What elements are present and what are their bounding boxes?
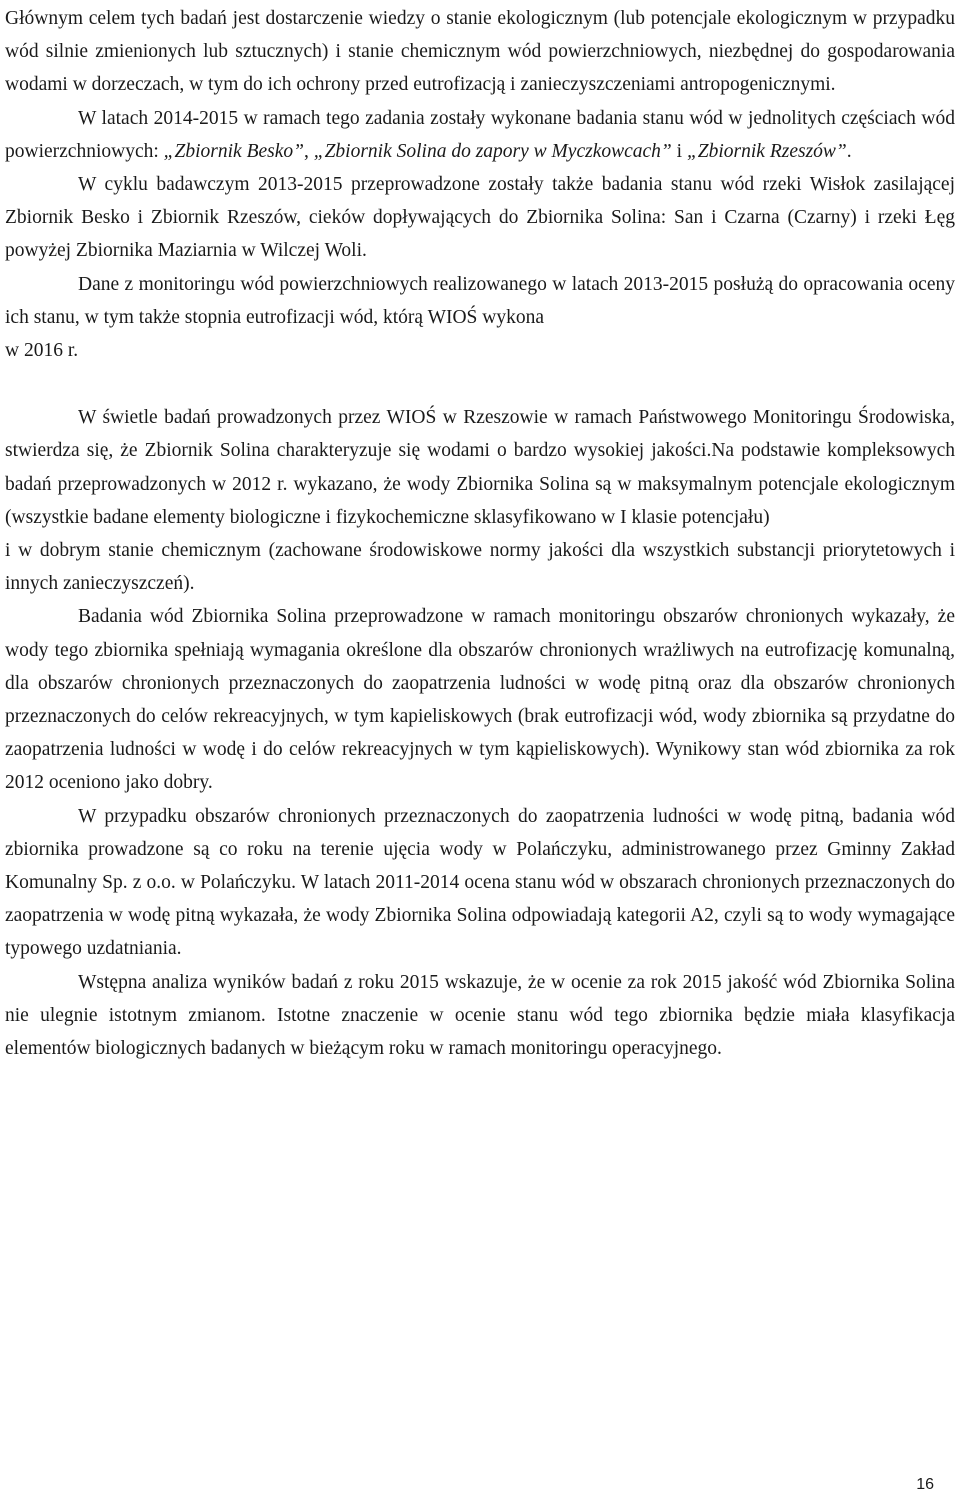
paragraph-studies-2014-2015 <box>5 102 955 168</box>
paragraph-monitoring-data: Dane z monitoringu wód powierzchniowych realizowanego w latach 2013-2015 posłużą do opracowania oceny ich stanu, w tym także stopnia eutrofizacji wód, którą WIOŚ wykona <box>5 273 955 328</box>
paragraph-preliminary-analysis: Wstępna analiza wyników badań z roku 2015 wskazuje, że w ocenie za rok 2015 jakość wód Zbiornika Solina nie ulegnie istotnym zmianom. Istotne znaczenie w ocenie stanu wód tego zbiornika będzie miała klasyfikacja elementów biologicznych badanych w bieżącym roku w ramach monitoringu operacyjnego. <box>5 971 955 1060</box>
p2-end: . <box>846 140 852 162</box>
paragraph-research-cycle: W cyklu badawczym 2013-2015 przeprowadzone zostały także badania stanu wód rzeki Wisłok zasilającej Zbiornik Besko i Zbiornik Rzeszów, cieków dopływających do Zbiornika Solina: San i Czarna (Czarny) i rzeki Łęg powyżej Zbiornika Maziarnia w Wilczej Woli. <box>5 174 955 262</box>
paragraph-monitoring-data-year: w 2016 r. <box>5 340 79 362</box>
p2-text: W latach 2014-2015 w ramach tego zadania zostały wykonane badania stanu wód w jednolitych częściach wód powierzchniowych: <box>5 107 955 162</box>
paragraph-goal: Głównym celem tych badań jest dostarczenie wiedzy o stanie ekologicznym (lub potencjale ekologicznym w przypadku wód silnie zmienionych lub sztucznych) i stanie chemicznym wód powierzchniowych, niezbędnej do gospodarowania wodami w dorzeczach, w tym do ich ochrony przed eutrofizacją i zanieczyszczeniami antropogenicznymi. <box>5 8 955 96</box>
p2-separator: i <box>671 140 687 162</box>
water-body-rzeszow: „Zbiornik Rzeszów” <box>686 140 847 162</box>
p2-separator: , <box>303 140 314 162</box>
paragraph-drinking-water: W przypadku obszarów chronionych przeznaczonych do zaopatrzenia ludności w wodę pitną, badania wód zbiornika prowadzone są co roku na terenie ujęcia wody w Polańczyku, administrowanego przez Gminny Zakład Komunalny Sp. z o.o. w Polańczyku. W latach 2011-2014 ocena stanu wód w obszarach chronionych przeznaczonych do zaopatrzenia w wodę pitną wykazała, że wody Zbiornika Solina odpowiadają kategorii A2, czyli są to wody wymagające typowego uzdatniania. <box>5 805 955 960</box>
water-body-solina: „Zbiornik Solina do zapory w Myczkowcach” <box>313 140 672 162</box>
paragraph-solina-quality: W świetle badań prowadzonych przez WIOŚ w Rzeszowie w ramach Państwowego Monitoringu Środowiska, stwierdza się, że Zbiornik Solina charakteryzuje się wodami o bardzo wysokiej jakości.Na podstawie kompleksowych badań przeprowadzonych w 2012 r. wykazano, że wody Zbiornika Solina są w maksymalnym potencjale ekologicznym (wszystkie badane elementy biologiczne i fizykochemiczne sklasyfikowano w I klasie potencjału) <box>5 407 955 528</box>
page-number: 16 <box>916 1476 934 1493</box>
paragraph-protected-areas: Badania wód Zbiornika Solina przeprowadzone w ramach monitoringu obszarów chronionych wykazały, że wody tego zbiornika spełniają wymagania określone dla obszarów chronionych wrażliwych na eutrofizację komunalną, dla obszarów chronionych przeznaczonych do zaopatrzenia ludności w wodę pitną oraz dla obszarów chronionych przeznaczonych do celów rekreacyjnych, w tym kapieliskowych (brak eutrofizacji wód, wody zbiornika są przydatne do zaopatrzenia ludności w wodę i do celów rekreacyjnych w tym kąpieliskowych). Wynikowy stan wód zbiornika za rok 2012 oceniono jako dobry. <box>5 606 955 794</box>
document-body <box>5 2 955 1065</box>
paragraph-solina-chemical: i w dobrym stanie chemicznym (zachowane środowiskowe normy jakości dla wszystkich substancji priorytetowych i innych zanieczyszczeń). <box>5 540 955 595</box>
water-body-besko: „Zbiornik Besko” <box>163 140 304 162</box>
